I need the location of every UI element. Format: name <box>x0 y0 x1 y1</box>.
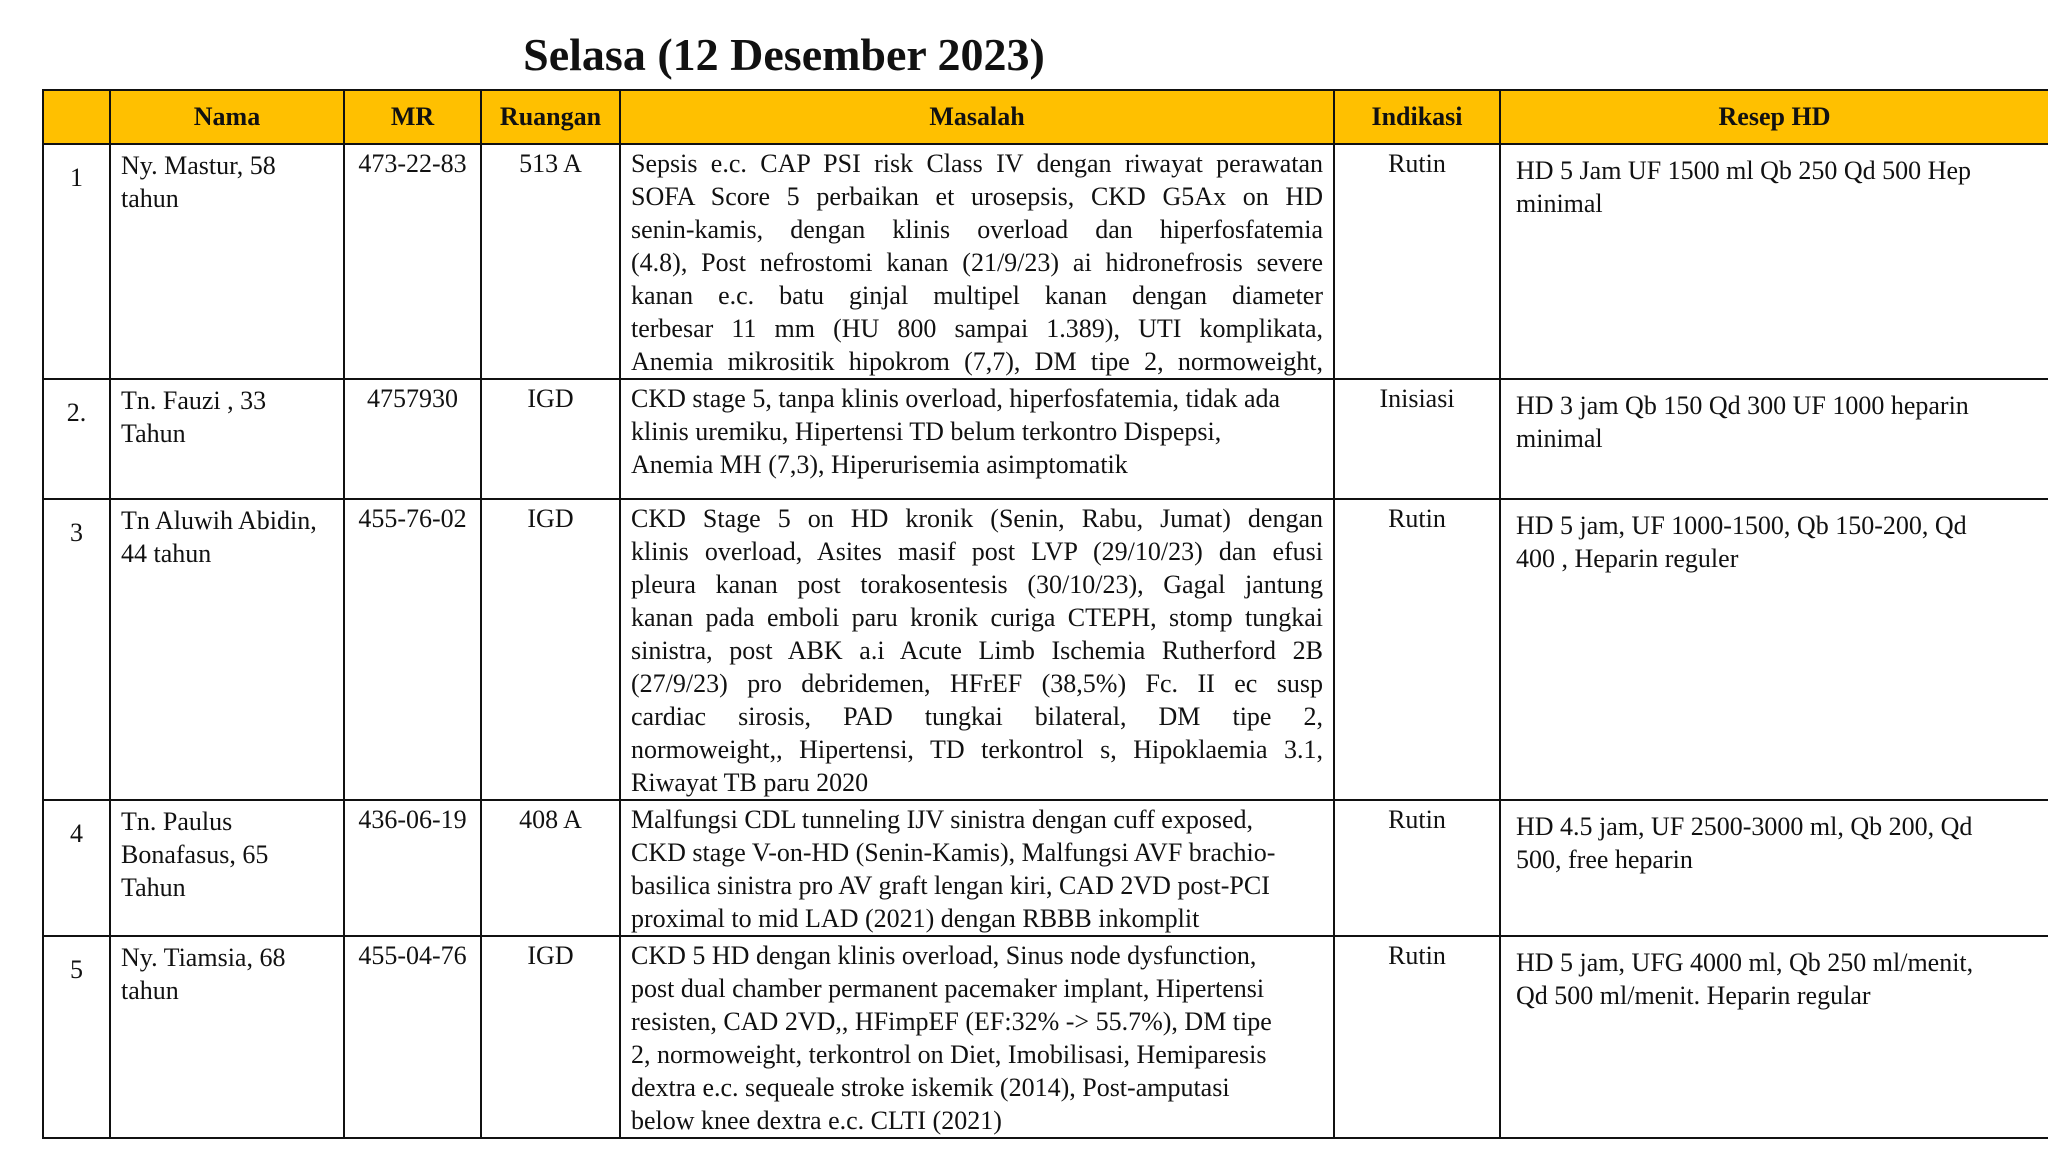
indication: Inisiasi <box>1334 379 1500 499</box>
hd-prescription <box>1500 936 2048 1138</box>
hd-prescription-line: minimal <box>1516 189 1603 218</box>
problem-line: (27/9/23) pro debridemen, HFrEF (38,5%) Fc. II ec susp <box>631 669 1323 698</box>
patient-name <box>110 800 344 936</box>
header-mr: MR <box>344 90 481 144</box>
patient-name-line: Tahun <box>121 873 186 902</box>
patient-name-line: Bonafasus, 65 <box>121 840 269 869</box>
hd-prescription <box>1500 800 2048 936</box>
patient-name <box>110 499 344 800</box>
problem-line: Sepsis e.c. CAP PSI risk Class IV dengan riwayat perawatan <box>631 149 1323 178</box>
problem-line: kanan pada emboli paru kronik curiga CTEPH, stomp tungkai <box>631 603 1323 632</box>
patient-name-line: Tn. Paulus <box>121 807 233 836</box>
table-row <box>43 936 2048 1138</box>
header-no <box>43 90 110 144</box>
problem-line: normoweight,, Hipertensi, TD terkontrol s, Hipoklaemia 3.1, <box>631 735 1323 764</box>
hd-prescription <box>1500 379 2048 499</box>
problem-line: 2, normoweight, terkontrol on Diet, Imobilisasi, Hemiparesis <box>631 1040 1267 1069</box>
row-number: 3 <box>43 499 110 800</box>
page-title: Selasa (12 Desember 2023) <box>523 29 1045 80</box>
header-ruangan: Ruangan <box>481 90 620 144</box>
problem-line: CKD stage V-on-HD (Senin-Kamis), Malfungsi AVF brachio- <box>631 838 1276 867</box>
table-row <box>43 144 2048 379</box>
problem-line: CKD stage 5, tanpa klinis overload, hiperfosfatemia, tidak ada <box>631 384 1281 413</box>
medical-record-number: 473-22-83 <box>344 144 481 379</box>
hd-prescription-line: HD 3 jam Qb 150 Qd 300 UF 1000 heparin <box>1516 391 1969 420</box>
indication: Rutin <box>1334 800 1500 936</box>
room: 408 A <box>481 800 620 936</box>
patient-name <box>110 144 344 379</box>
problem-list <box>620 379 1334 499</box>
room: IGD <box>481 499 620 800</box>
table-header-row <box>43 90 2048 144</box>
patient-name-line: 44 tahun <box>121 539 212 568</box>
problem-line: senin-kamis, dengan klinis overload dan hiperfosfatemia <box>631 215 1323 244</box>
problem-line: dextra e.c. sequeale stroke iskemik (2014), Post-amputasi <box>631 1073 1230 1102</box>
problem-line: pleura kanan post torakosentesis (30/10/23), Gagal jantung <box>631 570 1323 599</box>
problem-line: proximal to mid LAD (2021) dengan RBBB inkomplit <box>631 904 1200 933</box>
hd-prescription-line: HD 4.5 jam, UF 2500-3000 ml, Qb 200, Qd <box>1516 812 1973 841</box>
row-number: 4 <box>43 800 110 936</box>
problem-line: kanan e.c. batu ginjal multipel kanan dengan diameter <box>631 281 1323 310</box>
problem-line: Malfungsi CDL tunneling IJV sinistra dengan cuff exposed, <box>631 805 1253 834</box>
hd-prescription-line: 400 , Heparin reguler <box>1516 544 1739 573</box>
room: 513 A <box>481 144 620 379</box>
patient-name-line: Tn Aluwih Abidin, <box>121 506 317 535</box>
problem-line: klinis uremiku, Hipertensi TD belum terkontro Dispepsi, <box>631 417 1222 446</box>
problem-line: CKD Stage 5 on HD kronik (Senin, Rabu, Jumat) dengan <box>631 504 1323 533</box>
problem-list <box>620 800 1334 936</box>
table-row <box>43 800 2048 936</box>
header-indikasi: Indikasi <box>1334 90 1500 144</box>
problem-list <box>620 499 1334 800</box>
problem-line: Anemia mikrositik hipokrom (7,7), DM tipe 2, normoweight, <box>631 347 1323 376</box>
problem-line: (4.8), Post nefrostomi kanan (21/9/23) ai hidronefrosis severe <box>631 248 1323 277</box>
hd-prescription <box>1500 144 2048 379</box>
hd-schedule-table <box>42 89 2048 1139</box>
problem-line: CKD 5 HD dengan klinis overload, Sinus node dysfunction, <box>631 941 1257 970</box>
problem-list <box>620 144 1334 379</box>
room: IGD <box>481 936 620 1138</box>
problem-line: sinistra, post ABK a.i Acute Limb Ischemia Rutherford 2B <box>631 636 1323 665</box>
problem-line: resisten, CAD 2VD,, HFimpEF (EF:32% -> 55.7%), DM tipe <box>631 1007 1272 1036</box>
header-resep-hd: Resep HD <box>1500 90 2048 144</box>
patient-name-line: Tahun <box>121 419 186 448</box>
medical-record-number: 455-04-76 <box>344 936 481 1138</box>
problem-line: basilica sinistra pro AV graft lengan kiri, CAD 2VD post-PCI <box>631 871 1270 900</box>
problem-line: SOFA Score 5 perbaikan et urosepsis, CKD G5Ax on HD <box>631 182 1323 211</box>
row-number: 5 <box>43 936 110 1138</box>
problem-line: Anemia MH (7,3), Hiperurisemia asimptomatik <box>631 450 1128 479</box>
problem-line: klinis overload, Asites masif post LVP (29/10/23) dan efusi <box>631 537 1323 566</box>
table-row <box>43 499 2048 800</box>
row-number: 2. <box>43 379 110 499</box>
header-masalah: Masalah <box>620 90 1334 144</box>
patient-name-line: Tn. Fauzi , 33 <box>121 386 267 415</box>
hd-prescription-line: minimal <box>1516 424 1603 453</box>
row-number: 1 <box>43 144 110 379</box>
medical-record-number: 4757930 <box>344 379 481 499</box>
medical-record-number: 455-76-02 <box>344 499 481 800</box>
patient-name-line: tahun <box>121 976 179 1005</box>
hd-prescription-line: Qd 500 ml/menit. Heparin regular <box>1516 981 1871 1010</box>
patient-name-line: Ny. Tiamsia, 68 <box>121 943 286 972</box>
problem-line: terbesar 11 mm (HU 800 sampai 1.389), UTI komplikata, <box>631 314 1323 343</box>
room: IGD <box>481 379 620 499</box>
problem-line: below knee dextra e.c. CLTI (2021) <box>631 1106 1002 1135</box>
patient-name-line: Ny. Mastur, 58 <box>121 151 276 180</box>
hd-prescription-line: HD 5 jam, UFG 4000 ml, Qb 250 ml/menit, <box>1516 948 1974 977</box>
hd-prescription-line: 500, free heparin <box>1516 845 1693 874</box>
problem-line: Riwayat TB paru 2020 <box>631 768 869 797</box>
indication: Rutin <box>1334 144 1500 379</box>
hd-prescription-line: HD 5 jam, UF 1000-1500, Qb 150-200, Qd <box>1516 511 1967 540</box>
medical-record-number: 436-06-19 <box>344 800 481 936</box>
patient-name <box>110 936 344 1138</box>
indication: Rutin <box>1334 499 1500 800</box>
header-nama: Nama <box>110 90 344 144</box>
hd-prescription <box>1500 499 2048 800</box>
patient-name <box>110 379 344 499</box>
hd-prescription-line: HD 5 Jam UF 1500 ml Qb 250 Qd 500 Hep <box>1516 156 1971 185</box>
table-row <box>43 379 2048 499</box>
problem-list <box>620 936 1334 1138</box>
problem-line: cardiac sirosis, PAD tungkai bilateral, DM tipe 2, <box>631 702 1323 731</box>
problem-line: post dual chamber permanent pacemaker implant, Hipertensi <box>631 974 1265 1003</box>
indication: Rutin <box>1334 936 1500 1138</box>
patient-name-line: tahun <box>121 184 179 213</box>
